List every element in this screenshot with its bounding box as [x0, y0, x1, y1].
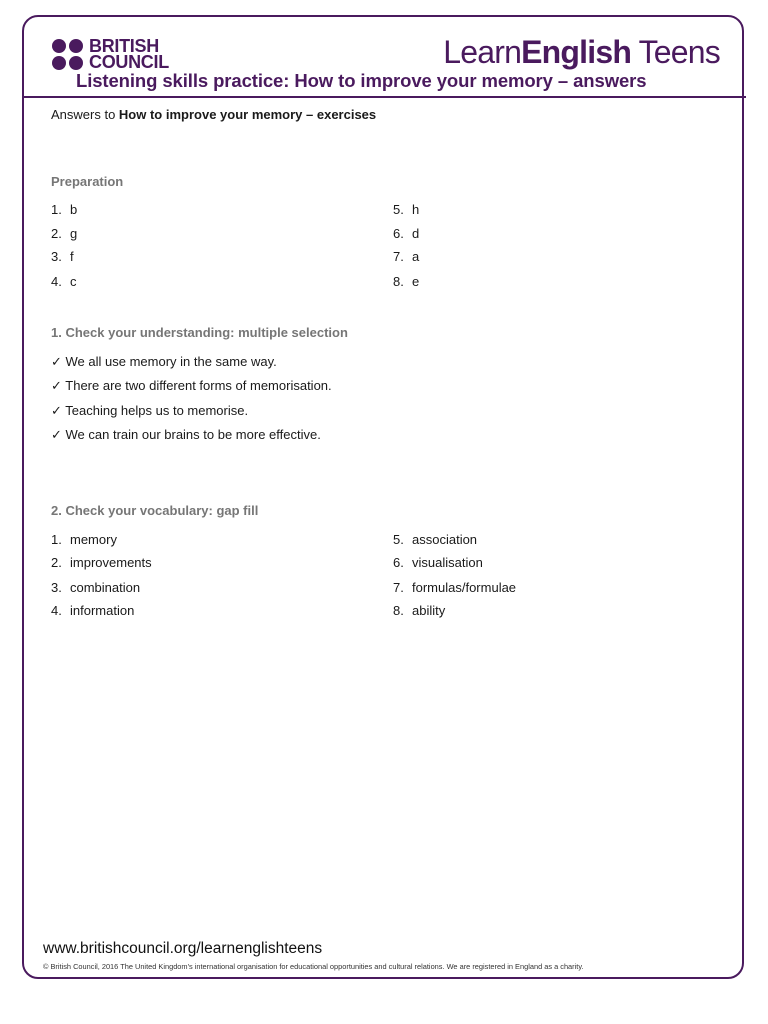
logo-wordmark: BRITISH COUNCIL	[89, 36, 169, 72]
preparation-heading: Preparation	[51, 174, 124, 189]
header-divider	[22, 96, 746, 98]
learnenglish-teens-brand: LearnEnglish Teens	[443, 34, 720, 70]
list-item: 2. g	[51, 226, 78, 241]
list-item: 4. c	[51, 274, 77, 289]
checked-statement: ✓ There are two different forms of memorisation.	[51, 378, 332, 393]
list-item: 5. h	[393, 202, 420, 217]
list-item: 5. association	[393, 532, 478, 547]
footer-url[interactable]: www.britishcouncil.org/learnenglishteens	[43, 940, 323, 957]
logo-dots-icon	[52, 39, 83, 70]
list-item: 8. ability	[393, 603, 446, 618]
list-item: 1. b	[51, 202, 78, 217]
list-item: 4. information	[51, 603, 135, 618]
vocabulary-heading: 2. Check your vocabulary: gap fill	[51, 503, 259, 518]
list-item: 2. improvements	[51, 555, 152, 570]
list-item: 3. f	[51, 249, 74, 264]
list-item: 1. memory	[51, 532, 117, 547]
british-council-logo	[52, 38, 169, 70]
list-item: 7. a	[393, 249, 420, 264]
understanding-heading: 1. Check your understanding: multiple selection	[51, 325, 348, 340]
list-item: 7. formulas/formulae	[393, 580, 517, 595]
footer-copyright: © British Council, 2016 The United Kingdom's international organisation for educational opportunities and cultural relations. We are registered in England as a charity.	[43, 962, 584, 971]
list-item: 6. visualisation	[393, 555, 483, 570]
checked-statement: ✓ We all use memory in the same way.	[51, 354, 277, 369]
list-item: 8. e	[393, 274, 420, 289]
checked-statement: ✓ We can train our brains to be more effective.	[51, 427, 321, 442]
list-item: 3. combination	[51, 580, 141, 595]
list-item: 6. d	[393, 226, 420, 241]
intro-text: Answers to How to improve your memory – exercises	[51, 107, 377, 122]
checked-statement: ✓ Teaching helps us to memorise.	[51, 403, 249, 418]
page-frame	[22, 15, 744, 979]
page-title: Listening skills practice: How to improve your memory – answers	[76, 70, 647, 91]
